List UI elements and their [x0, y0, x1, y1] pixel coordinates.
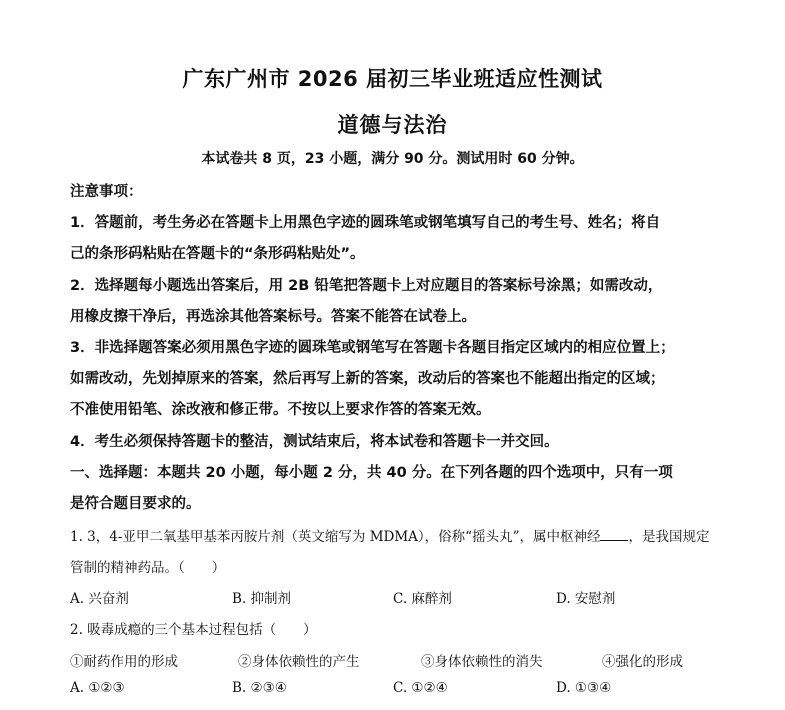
- question-2-stem: 2. 吸毒成瘾的三个基本过程包括（ ）: [70, 622, 317, 638]
- notes-heading: 注意事项：: [70, 184, 143, 200]
- note-line: 如需改动，先划掉原来的答案，然后再写上新的答案，改动后的答案也不能超出指定的区域；: [70, 371, 665, 387]
- q1-option-b: B. 抑制剂: [232, 591, 292, 607]
- q1-option-c: C. 麻醉剂: [393, 591, 452, 607]
- q2-item-1: ①耐药作用的形成: [70, 654, 178, 670]
- note-line: 用橡皮擦干净后，再选涂其他答案标号。答案不能答在试卷上。: [70, 309, 476, 325]
- q2-item-4: ④强化的形成: [602, 654, 683, 670]
- q2-option-a: A. ①②③: [70, 680, 125, 696]
- section-heading: 一、选择题：本题共 20 小题，每小题 2 分，共 40 分。在下列各题的四个选项中，只有一项: [70, 465, 673, 481]
- question-1-stem: [70, 525, 760, 545]
- note-line: 己的条形码粘贴在答题卡的“条形码粘贴处”。: [70, 246, 365, 262]
- exam-info: 本试卷共 8 页，23 小题，满分 90 分。测试用时 60 分钟。: [201, 151, 584, 167]
- q1-option-a: A. 兴奋剂: [70, 591, 129, 607]
- subject-title: 道德与法治: [337, 113, 448, 137]
- q2-option-b: B. ②③④: [232, 680, 287, 696]
- note-line: 1．答题前，考生务必在答题卡上用黑色字迹的圆珠笔或钢笔填写自己的考生号、姓名；将自: [70, 215, 661, 231]
- note-line: 不准使用铅笔、涂改液和修正带。不按以上要求作答的答案无效。: [70, 402, 491, 418]
- answer-blank: [600, 539, 628, 541]
- question-1-text-end: ，是我国规定: [628, 529, 710, 545]
- note-line: 4．考生必须保持答题卡的整洁，测试结束后，将本试卷和答题卡一并交回。: [70, 434, 559, 450]
- q2-option-c: C. ①②④: [393, 680, 448, 696]
- question-1-stem-cont: 管制的精神药品。（ ）: [70, 560, 226, 576]
- q1-option-d: D. 安慰剂: [556, 591, 616, 607]
- exam-title: 广东广州市 2026 届初三毕业班适应性测试: [182, 67, 603, 91]
- question-1-text: 1. 3，4-亚甲二氧基甲基苯丙胺片剂（英文缩写为 MDMA），俗称“摇头丸”，属中枢神经: [70, 529, 601, 545]
- q2-item-3: ③身体依赖性的消失: [421, 654, 543, 670]
- q2-item-2: ②身体依赖性的产生: [238, 654, 360, 670]
- q2-option-d: D. ①③④: [556, 680, 612, 696]
- section-heading-cont: 是符合题目要求的。: [70, 496, 201, 512]
- note-line: 2．选择题每小题选出答案后，用 2B 铅笔把答题卡上对应题目的答案标号涂黑；如需改动，: [70, 278, 663, 294]
- note-line: 3．非选择题答案必须用黑色字迹的圆珠笔或钢笔写在答题卡各题目指定区域内的相应位置上；: [70, 340, 675, 356]
